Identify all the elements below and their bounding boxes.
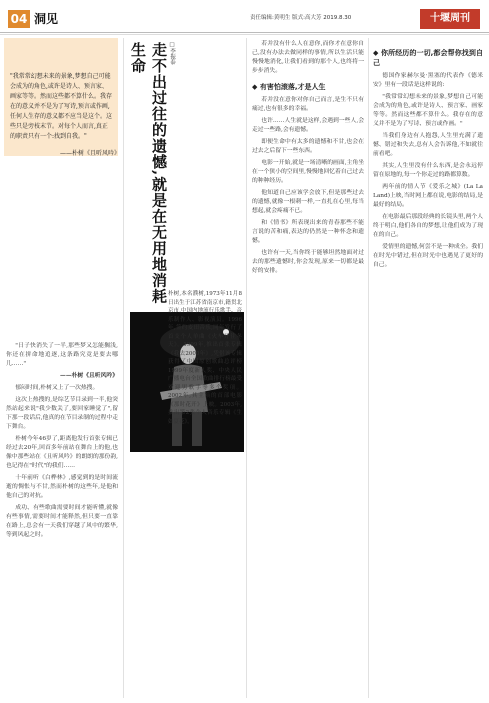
col3-paragraph: 电影一开始,就是一场清晰的画面,主角坐在一个狭小的空间里,慢慢地回忆着自己过去的种种经历。 — [252, 160, 364, 184]
article-column-4 — [373, 40, 483, 698]
col3-intro: 若并没有什么人在意你,而你才在意你自己,没有办法去做同样的事情,所以生活只能慢慢地消化,让我们看到的那个人,也终将一步步消失。 — [252, 41, 364, 74]
col3-paragraph: 若并没在意你对你自己而言,是生不只有痛过,也有很多的幸福。 — [252, 97, 364, 112]
col1-paragraph: 这次上热搜的,是综艺节目录到一半,他突然站起来说"我少数关了,要回家睡觉了",留下那一段话后,他真的在节目录制的过程中走下舞台。 — [6, 397, 118, 430]
col1-paragraph: 成功、有些歌曲需要时间才能听懂,就像有些事情,需要时间才能释然,但只要一直靠在路上,总会有一天我们穿越了风中的繁华,等到风起之时。 — [6, 505, 118, 538]
col4-paragraph: 当我们身边有人抱怨,人生里充满了遗憾、错过和失去,总有人会告诉他,不如就往前看吧。 — [373, 133, 483, 157]
col3-paragraph: 即便生命中有太多的遗憾和不甘,也会在过去之后留下一些东西。 — [252, 139, 364, 154]
article-column-1 — [6, 342, 118, 700]
col3-paragraph: 也许……人生就是这样,会遇到一些人,会走过一些路,会有遗憾。 — [252, 118, 364, 133]
col1-paragraph: 朴树今年46岁了,距离他发行首张专辑已经过去20年,回首多年前站在舞台上的他,也像中那些站在《且听风吟》的朗朗的那份韵,也记得在"时代"的我们…… — [6, 436, 118, 469]
col1-paragraph: 郁闷时间,朴树又上了一次热搜。 — [15, 385, 99, 391]
col4-paragraph: 爱情里的遗憾,何尝不是一种成全。我们在时光中错过,但在时光中也遇见了更好的自己。 — [373, 244, 483, 268]
col1-attribution: ——朴树《且听风吟》 — [60, 373, 118, 379]
section-name: 洞见 — [34, 12, 59, 26]
col1-paragraph: "日子快消失了一半,那些梦又怎能搁浅,你还在拼命地追逐,这条路究竟是要去哪儿……" — [6, 343, 118, 367]
article-title: 走不出过往的遗憾,就是在无用地消耗生命 — [129, 42, 168, 305]
brand-logo: 十堰周刊 — [420, 9, 480, 29]
col4-paragraph: 其实,人生里没有什么东西,是会永远停留在原地的,每一个你走过的路都算数。 — [373, 163, 483, 178]
pull-quote-text: "我常常幻想未来的景象,梦想自己可能会成为的角色,或许是诗人、预言家、画家等等。然而这些都不算什么。我存在的意义并不是为了写诗,预言或作画,任何人生存的意义都不应当是这个。这些只是旁枝末节。对每个人而言,真正的职责只有一个:找到自我。" — [10, 73, 113, 140]
column-divider — [368, 38, 369, 698]
header-rule-secondary — [0, 34, 489, 35]
col4-paragraph: 两年前的情人节《爱乐之城》(La La Land)上映,当时网上都在说,电影的结局,是最好的结局。 — [373, 184, 483, 208]
col3-paragraph: 也许有一天,当你终于能够坦然地面对过去的那些遗憾时,你会发现,原来一切都是最好的安排。 — [252, 250, 364, 274]
article-author: □李振泰 — [169, 42, 175, 65]
header-rule — [0, 32, 489, 33]
section-number-badge: 04 — [8, 10, 30, 28]
col4-paragraph: 德国作家赫尔曼·黑塞的代表作《德米安》里有一段话是这样说的: — [373, 73, 483, 88]
col4-paragraph: 在电影最后那段经典的长镜头里,两个人终于明白,他们各自的梦想,让他们成为了现在的自己。 — [373, 214, 483, 238]
section-heading-text: 有害怕滚落,才是人生 — [259, 83, 326, 91]
section-heading-text: 你所经历的一切,都会帮你找到自己 — [373, 49, 483, 67]
section-heading — [373, 48, 483, 68]
photo-caption: 朴树,本名濮树,1973年11月8日出生于江苏省南京市,籍贯北京市,中国内地流行乐歌手、音乐制作人、影视演员。1996年,签约麦田音乐,同年发行了首支个人单曲《火车开往冬天》。1999年,推出首张专辑《我去2000年》,凭借该专辑获得了中国原创歌曲总评榜1999年度新人奖、中央人民广播电台全国歌曲排行榜最受欢迎男歌手等多个奖项。2002年,其主演的首部电影《那时花开》上映。2003年,推出第2张个人音乐专辑《生如夏花》。 — [168, 291, 242, 425]
column-divider — [246, 38, 247, 698]
column-divider — [123, 38, 124, 698]
article-column-3 — [252, 40, 364, 698]
col1-paragraph: 十年前听《白桦林》,感觉到的是时间流逝的惆怅与不甘,然而朴树的这些年,是他和他自己的对抗。 — [6, 475, 118, 499]
bullet-icon: ◆ — [373, 49, 379, 57]
bullet-icon: ◆ — [252, 83, 258, 91]
editor-meta: 责任编辑:黄明生 版式:高大芳 2019.8.30 — [250, 15, 352, 21]
col3-paragraph: 他知道自己应该学会放下,但是那些过去的遗憾,就像一根刺一样,一直扎在心里,每当想起,就会疼痛不已。 — [252, 190, 364, 214]
section-heading — [252, 82, 364, 92]
col4-paragraph: "我常常幻想未来的景象,梦想自己可能会成为的角色,或许是诗人、预言家、画家等等。然而这些都不算什么。我存在的意义并不是为了写诗、预言或作画。" — [373, 94, 483, 127]
pull-quote-attribution: ——朴树《且听风吟》 — [60, 150, 121, 157]
col3-paragraph: 和《情书》所表现出来的青春那些不能言说的苦和痛,表达的仍然是一种怀念和遗憾。 — [252, 220, 364, 244]
